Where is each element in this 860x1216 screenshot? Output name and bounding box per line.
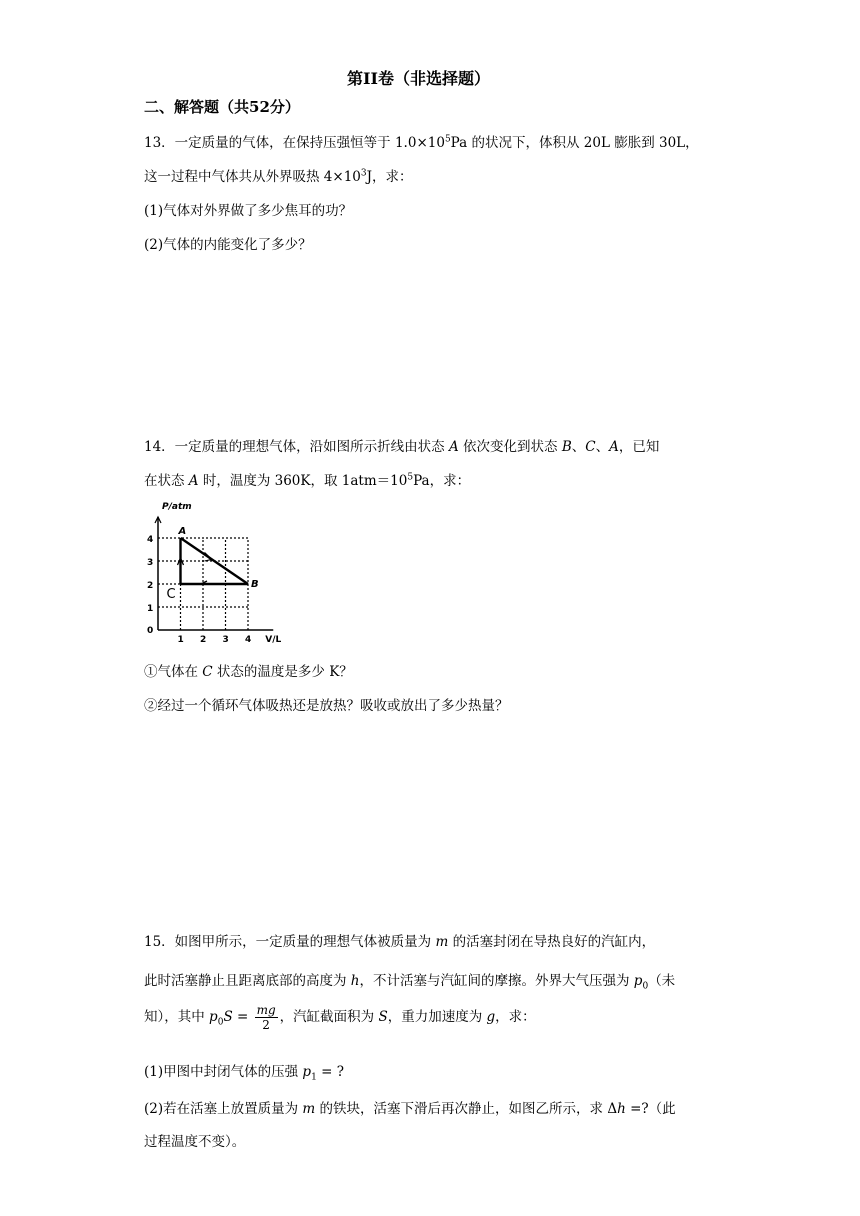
x-tick-label: 1 xyxy=(177,635,184,645)
q14-line1: 14．一定质量的理想气体，沿如图所示折线由状态 A 依次变化到状态 B、C、A，已知 xyxy=(144,439,660,455)
y-tick-label: 4 xyxy=(147,535,154,545)
y-tick-label: 2 xyxy=(147,581,154,591)
fraction-mg-over-2: $\frac{mg}{2}$ xyxy=(256,1003,276,1032)
q15-sub1: (1)甲图中封闭气体的压强 $p_1$ = ? xyxy=(144,1064,344,1083)
q15-line1: 15．如图甲所示，一定质量的理想气体被质量为 m 的活塞封闭在导热良好的汽缸内， xyxy=(144,934,656,950)
q13-sub2: (2)气体的内能变化了多少？ xyxy=(144,237,312,253)
y-tick-label: 3 xyxy=(147,558,154,568)
q15-sub2-line2: 过程温度不变）。 xyxy=(144,1134,246,1150)
y-tick-label: 1 xyxy=(147,604,154,614)
q14-sub1: ①气体在 C 状态的温度是多少 K？ xyxy=(144,664,353,680)
point-label-c: C xyxy=(166,587,176,602)
q15-sub2: (2)若在活塞上放置质量为 m 的铁块，活塞下滑后再次静止，如图乙所示，求 Δh =?（此 xyxy=(144,1101,676,1117)
part-heading: 二、解答题（共52分） xyxy=(144,98,300,116)
q14-sub2: ②经过一个循环气体吸热还是放热？吸收或放出了多少热量？ xyxy=(144,698,509,714)
q14-line2: 在状态 A 时，温度为 360K，取 $1atm=10^5Pa$，求： xyxy=(144,472,471,489)
y-tick-label: 0 xyxy=(147,626,154,636)
q13-line2: 这一过程中气体共从外界吸热 $4\times 10^3J$，求： xyxy=(144,168,413,185)
pv-diagram xyxy=(142,496,302,646)
x-tick-label: 4 xyxy=(245,635,252,645)
x-axis-label: V/L xyxy=(265,635,282,645)
point-label-b: B xyxy=(251,579,259,590)
section-title: 第II卷（非选择题） xyxy=(347,69,490,88)
q13-line1: 13．一定质量的气体，在保持压强恒等于 $1.0\times 10^5Pa$ 的状况下，体积从 20L 膨胀到 30L， xyxy=(144,134,699,151)
x-tick-label: 3 xyxy=(222,635,229,645)
q15-line3: 知），其中 $p_0S$ = $\frac{mg}{2}$ ，汽缸截面积为 S，重力加速度为 g，求： xyxy=(144,1003,536,1032)
q15-line2: 此时活塞静止且距离底部的高度为 h，不计活塞与汽缸间的摩擦。外界大气压强为 $p_0$（未 xyxy=(144,973,676,992)
q13-sub1: (1)气体对外界做了多少焦耳的功？ xyxy=(144,203,353,219)
y-axis-label: P/atm xyxy=(162,502,192,512)
x-tick-label: 2 xyxy=(200,635,207,645)
point-label-a: A xyxy=(178,526,187,537)
